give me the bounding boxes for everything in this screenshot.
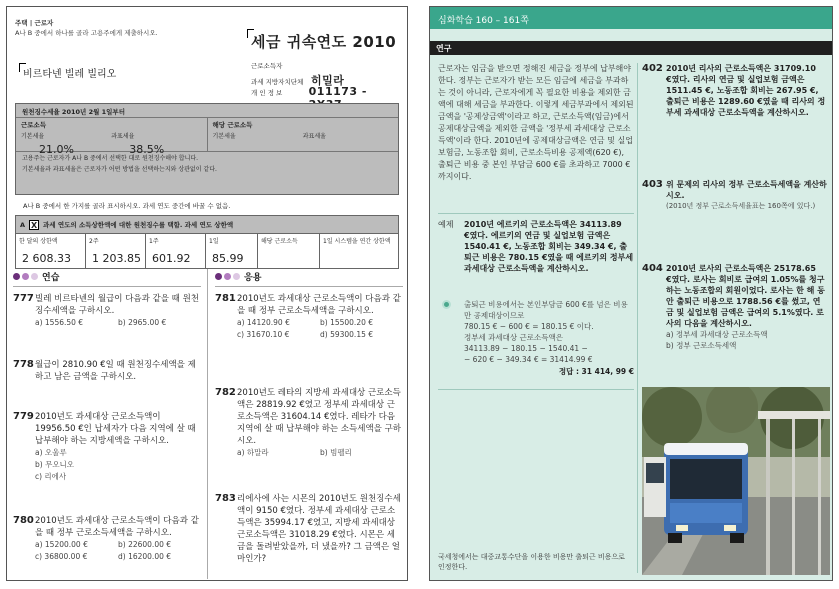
- tax-info-label2: 과세 지방자치단체: [251, 78, 304, 86]
- solution-line: − 620 € − 349.34 € = 31414.99 €: [464, 355, 593, 364]
- tax-info-label1: 근로소득자: [251, 62, 283, 70]
- example-tag: 예제: [438, 220, 454, 229]
- applied-title: 응용: [244, 272, 262, 283]
- problem-number: 782: [215, 387, 236, 398]
- problem-402: [642, 63, 828, 118]
- column-divider: [637, 63, 638, 573]
- column-divider: [207, 269, 208, 579]
- option: c) 36800.00 €: [35, 552, 88, 561]
- cell-label: 1일 시스템을 연간 상한액: [323, 238, 391, 245]
- problem-text: 2010년도 레타의 지방세 과세대상 근로소득액은 28819.92 €였고 정부세 과세대상 근로소득액은 31604.14 €였다. 레타가 다음 지역에 살 때 납부해야 하는 소득세액을 구하시오.: [237, 388, 402, 446]
- col1-sub2: 과표세율: [111, 133, 135, 140]
- option-a-label: A: [20, 220, 26, 229]
- footnote: 국세청에서는 대중교통수단을 이용한 비용만 출퇴근 비용으로 인정한다.: [438, 553, 625, 571]
- problem-text: 월급이 2810.90 €일 때 원천징수세액을 제하고 남은 금액을 구하시오.: [35, 360, 196, 382]
- problem-781: [215, 293, 403, 341]
- option: b) 무오니오: [35, 460, 75, 469]
- excess-rate-value: 38.5%: [129, 143, 165, 156]
- problem-text: 2010년도 과세대상 근로소득액이 19956.50 €인 납세자가 다음 지역에 살 때 납부해야 하는 지방세액을 구하시오.: [35, 412, 196, 446]
- income-limit-table: [15, 215, 399, 269]
- rate-note2: 기본세율과 과표세율은 근로자가 어떤 방법을 선택하는지와 상관없이 같다.: [22, 166, 217, 173]
- intro-text: 근로자는 임금을 받으면 정해진 세금을 정부에 납부해야 한다. 정부는 근로자가 받는 모든 임금에 세금을 부과하는 것이 아니라, 근로자에게 꼭 필요한 비용을 제외한 금액에 대해 세금을 부과한다. 이렇게 세금부과에서 제외된 금액을 '공제상금액'이라고 하고, 근로소득액(임금)에서 공제대상금액을 제외한 금액을 '정부세 과세대상 근로소득액'이라 한다. 2010년에 공제대상금액은 연금 및 실업보험금, 노동조합 회비, 근로소득비용 공제액(620 €), 출퇴근 비용 중 본인 부담금 600 €를 초과하고 7000 € 까지이다.: [438, 64, 634, 181]
- cell-value: 601.92: [152, 252, 191, 265]
- example-text: 2010년 에르키의 근로소득액은 34113.89 €였다. 에르키의 연금 및 실업보험 금액은 1540.41 €, 노동조합 회비는 349.34 €, 출퇴근 비용은 780.15 €였을 때 에르키의 정부세 과세대상 근로소득액을 계산하시오.: [464, 220, 634, 273]
- solution-marker-icon: [442, 300, 451, 309]
- form-title: 세금 귀속연도 2010: [251, 33, 397, 51]
- cell-label: 2주: [89, 238, 99, 245]
- problem-403: [642, 179, 828, 212]
- limit-cell: [258, 234, 320, 268]
- option: d) 16200.00 €: [118, 552, 172, 561]
- option: b) 빔펠리: [320, 448, 352, 457]
- taxpayer-name: 비르타넨 빌레 빌리오: [23, 65, 116, 80]
- problem-text: 2010년 리사의 근로소득액은 31709.10 €였다. 리사의 연금 및 실업보험 금액은 1511.45 €, 노동조합 회비는 267.95 €, 출퇴근 비용은 1289.60 €였을 때 리사의 정부세 과세대상 근로소득액을 계산하시오.: [666, 64, 826, 117]
- basic-rate-value: 21.0%: [39, 143, 74, 156]
- tax-info: [251, 61, 401, 96]
- tax-info-value2: 히밀라: [311, 74, 345, 87]
- col1-label: 근로소득: [21, 121, 47, 129]
- problem-783: [215, 493, 403, 565]
- col2-sub1: 기본세율: [212, 133, 236, 140]
- problem-782: [215, 387, 403, 459]
- option: a) 15200.00 €: [35, 540, 88, 549]
- cell-value: 2 608.33: [22, 252, 71, 265]
- col2-sub2: 과표세율: [302, 133, 326, 140]
- rate-note1: 고용주는 근로자가 A나 B 중에서 선택한 대로 원천징수해야 합니다.: [22, 155, 199, 162]
- problem-778: [13, 359, 201, 383]
- option: b) 정부 근로소득세액: [666, 341, 737, 350]
- limit-cell: [320, 234, 398, 268]
- bus-photo: [642, 387, 830, 575]
- problem-number: 781: [215, 293, 236, 304]
- solution-line: 출퇴근 비용에서는 본인부담금 600 €를 넘은 비용만 공제대상이므로: [464, 300, 628, 320]
- limit-cell: [86, 234, 146, 268]
- problem-780: [13, 515, 201, 563]
- tax-info-label3: 개 인 정 보: [251, 89, 283, 97]
- example-block: [438, 219, 634, 274]
- problem-number: 403: [642, 179, 663, 190]
- problem-number: 402: [642, 63, 663, 74]
- practice-title: 연습: [42, 272, 60, 283]
- problem-text: 위 문제의 리사의 정부 근로소득세액을 계산하시오.: [666, 180, 827, 200]
- option: a) 하말라: [237, 448, 269, 457]
- problem-779: [13, 411, 201, 483]
- solution-line: 780.15 € − 600 € = 180.15 € 이다.: [464, 322, 594, 331]
- tax-card-form: [15, 17, 399, 267]
- right-page: [429, 6, 833, 581]
- bus-photo-image: [642, 387, 830, 575]
- ab-instruction: A나 B 중에서 한 가지를 골라 표시하시오. 과세 연도 중간에 바꿀 수 없음.: [23, 202, 231, 210]
- problem-text: 2010년 로사의 근로소득액은 25178.65 €였다. 로사는 회비로 급여의 1.05%를 청구하는 노동조합의 회원이었다. 로사는 한 해 동안 출퇴근 비용으로 1788.56 €를 썼고, 연금 및 실업보험 금액은 급여의 5.1%였다. 로사의 다음을 계산하시오.: [666, 264, 825, 328]
- option: b) 2965.00 €: [118, 318, 167, 327]
- section-dots-icon: [13, 273, 38, 280]
- problem-404: [642, 263, 828, 351]
- cell-value: 1 203.85: [92, 252, 141, 265]
- problem-text: 빌레 비르타넨의 월급이 다음과 같을 때 원천징수세액을 구하시오.: [35, 294, 200, 316]
- section-bar: 연구: [430, 41, 833, 55]
- answer: 정답 : 31 414, 99 €: [558, 367, 634, 376]
- problem-text: 2010년도 과세대상 근로소득액이 다음과 같을 때 정부 근로소득세액을 구하시오.: [35, 516, 199, 538]
- option: a) 14120.90 €: [237, 318, 290, 327]
- option-a-checkbox: X: [30, 220, 38, 230]
- problem-text: 리에사에 사는 시몬의 2010년도 원천징수세액이 9150 €였다. 정부세 과세대상 근로소득액은 35994.17 €였고, 지방세 과세대상 근로소득액은 31018.29 €였다. 시몬은 세금을 돌려받았을까, 더 냈을까? 그 금액은 얼마인가?: [237, 494, 401, 564]
- form-header-line2: A나 B 중에서 하나를 골라 고용주에게 제출하시오.: [15, 29, 158, 37]
- left-page: [6, 6, 408, 581]
- section-dots-icon: [215, 273, 240, 280]
- solution-line: 34113.89 − 180.15 − 1540.41 −: [464, 344, 588, 353]
- withholding-rate-box: [15, 103, 399, 195]
- page-header: 심화학습 160 – 161쪽: [430, 7, 833, 29]
- limit-cell: [146, 234, 206, 268]
- col1-sub1: 기본세율: [21, 133, 45, 140]
- problem-number: 404: [642, 263, 663, 274]
- cell-label: 해당 근로소득: [261, 238, 298, 245]
- problem-note: (2010년 정부 근로소득세율표는 160쪽에 있다.): [666, 202, 816, 210]
- rate-col-1: [16, 118, 208, 156]
- rate-col-2: [208, 118, 399, 151]
- option: c) 31670.10 €: [237, 330, 290, 339]
- cell-label: 1일: [209, 238, 219, 245]
- problem-text: 2010년도 과세대상 근로소득액이 다음과 같을 때 정부 근로소득세액을 구하시오.: [237, 294, 401, 316]
- solution-block: [438, 299, 634, 377]
- rate-box-header: 원천징수세율 2010년 2월 1일부터: [16, 104, 398, 118]
- col2-label: 해당 근로소득: [212, 121, 253, 129]
- option: c) 리에사: [35, 472, 67, 481]
- table-title: 과세 연도의 소득상한액에 대한 원천징수를 택함. 과세 연도 상한액: [43, 221, 234, 229]
- cell-label: 1주: [149, 238, 159, 245]
- problem-number: 777: [13, 293, 34, 304]
- option: a) 정부세 과세대상 근로소득액: [666, 330, 768, 339]
- cell-label: 한 달의 상한액: [19, 238, 58, 245]
- divider: [438, 213, 634, 214]
- option: a) 오울루: [35, 448, 67, 457]
- problem-number: 778: [13, 359, 34, 370]
- form-header-line1: 주택 | 근로자: [15, 19, 54, 27]
- option: b) 22600.00 €: [118, 540, 172, 549]
- applied-section: [215, 269, 403, 287]
- problem-number: 780: [13, 515, 34, 526]
- divider: [438, 389, 634, 390]
- tax-info-value3: 011173 -: [308, 85, 367, 98]
- problem-777: [13, 293, 201, 329]
- limit-cell: [16, 234, 86, 268]
- practice-section: [13, 269, 201, 287]
- limit-cell: [206, 234, 258, 268]
- problem-number: 783: [215, 493, 236, 504]
- option: d) 59300.15 €: [320, 330, 374, 339]
- option: a) 1556.50 €: [35, 318, 84, 327]
- cell-value: 85.99: [212, 252, 244, 265]
- problem-number: 779: [13, 411, 34, 422]
- option: b) 15500.20 €: [320, 318, 374, 327]
- solution-line: 정부세 과세대상 근로소득액은: [464, 333, 563, 342]
